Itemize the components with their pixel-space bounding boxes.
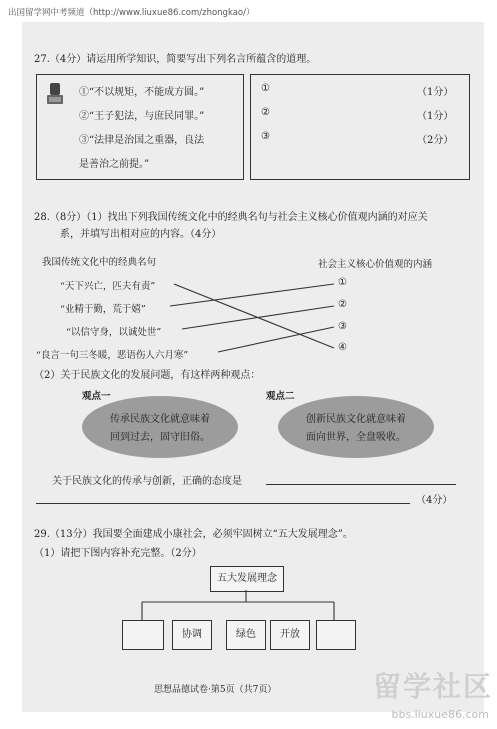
answer-1-score: （1分）	[417, 87, 454, 98]
saying-2: “业精于勤，荒于嬉”	[60, 304, 146, 315]
answer-1-num: ①	[261, 83, 270, 94]
q28-title-line1: 28.（8分）（1）找出下列我国传统文化中的经典名句与社会主义核心价值观内涵的对应关	[34, 212, 428, 223]
quote-1: ①“不以规矩，不能成方圆。”	[79, 87, 205, 98]
value-number-4: ④	[338, 342, 347, 353]
page-footer: 思想品德试卷·第5页（共7页）	[154, 685, 277, 695]
q29-sub: （1）请把下图内容补充完整。（2分）	[34, 548, 202, 559]
diagram-child-4: 开放	[270, 620, 310, 650]
saying-4: “良言一句三冬暖，恶语伤人六月寒”	[36, 350, 189, 361]
view2-line2: 面向世界，全盘吸收。	[306, 432, 406, 443]
view1-label: 观点一	[82, 391, 111, 402]
diagram-blank-5	[316, 620, 356, 650]
match-line-3	[182, 306, 334, 329]
q27-title: 27.（4分）请运用所学知识，简要写出下列名言所蕴含的道理。	[34, 54, 317, 65]
quote-3-cont: 是善治之前提。”	[79, 159, 150, 170]
diagram-root: 五大发展理念	[210, 566, 284, 592]
diagram-child-3: 绿色	[226, 620, 266, 650]
view1-bubble	[82, 396, 238, 458]
matching-lines	[22, 22, 484, 382]
match-line-1	[174, 284, 334, 348]
view1-line2: 回到过去，固守旧俗。	[110, 432, 210, 443]
attitude-answer-line-1	[266, 484, 456, 485]
q28-part2-title: （2）关于民族文化的发展问题，有这样两种观点：	[34, 370, 261, 381]
match-line-2	[170, 284, 334, 306]
value-number-1: ①	[338, 277, 347, 288]
value-number-3: ③	[338, 321, 347, 332]
q29-title: 29.（13分）我国要全面建成小康社会，必须牢固树立“五大发展理念”。	[34, 529, 353, 540]
attitude-prompt: 关于民族文化的传承与创新，正确的态度是	[52, 476, 242, 487]
exam-page	[22, 22, 484, 712]
attitude-answer-line-2	[36, 503, 410, 504]
answer-2-num: ②	[261, 107, 270, 118]
diagram-blank-1	[122, 620, 164, 650]
answer-2-score: （1分）	[417, 111, 454, 122]
answer-3-num: ③	[261, 131, 270, 142]
answer-3-score: （2分）	[417, 135, 454, 146]
match-line-4	[218, 327, 334, 352]
view1-line1: 传承民族文化就意味着	[110, 414, 210, 425]
view2-bubble	[278, 396, 434, 458]
source-header: 出国留学网中考频道（http://www.liuxue86.com/zhongkao/）	[8, 8, 255, 18]
q28-title-line2: 系，并填写出相对应的内容。（4分）	[60, 229, 222, 240]
value-number-2: ②	[338, 299, 347, 310]
attitude-score: （4分）	[416, 495, 453, 506]
right-column-header: 社会主义核心价值观的内涵	[318, 259, 433, 270]
quote-2: ②“王子犯法，与庶民同罪。”	[79, 111, 205, 122]
view2-label: 观点二	[266, 391, 295, 402]
diagram-connectors	[22, 588, 484, 624]
view2-line1: 创新民族文化就意味着	[306, 414, 406, 425]
watermark-url: bbs.liuxue86.com	[391, 708, 489, 721]
diagram-child-2: 协调	[172, 620, 212, 650]
saying-3: “以信守身，以诚处世”	[66, 327, 162, 338]
left-column-header: 我国传统文化中的经典名句	[42, 257, 157, 268]
watermark-logo: 留学社区	[372, 670, 493, 703]
quote-3: ③“法律是治国之重器，良法	[79, 135, 205, 146]
saying-1: “天下兴亡，匹夫有责”	[60, 281, 156, 292]
